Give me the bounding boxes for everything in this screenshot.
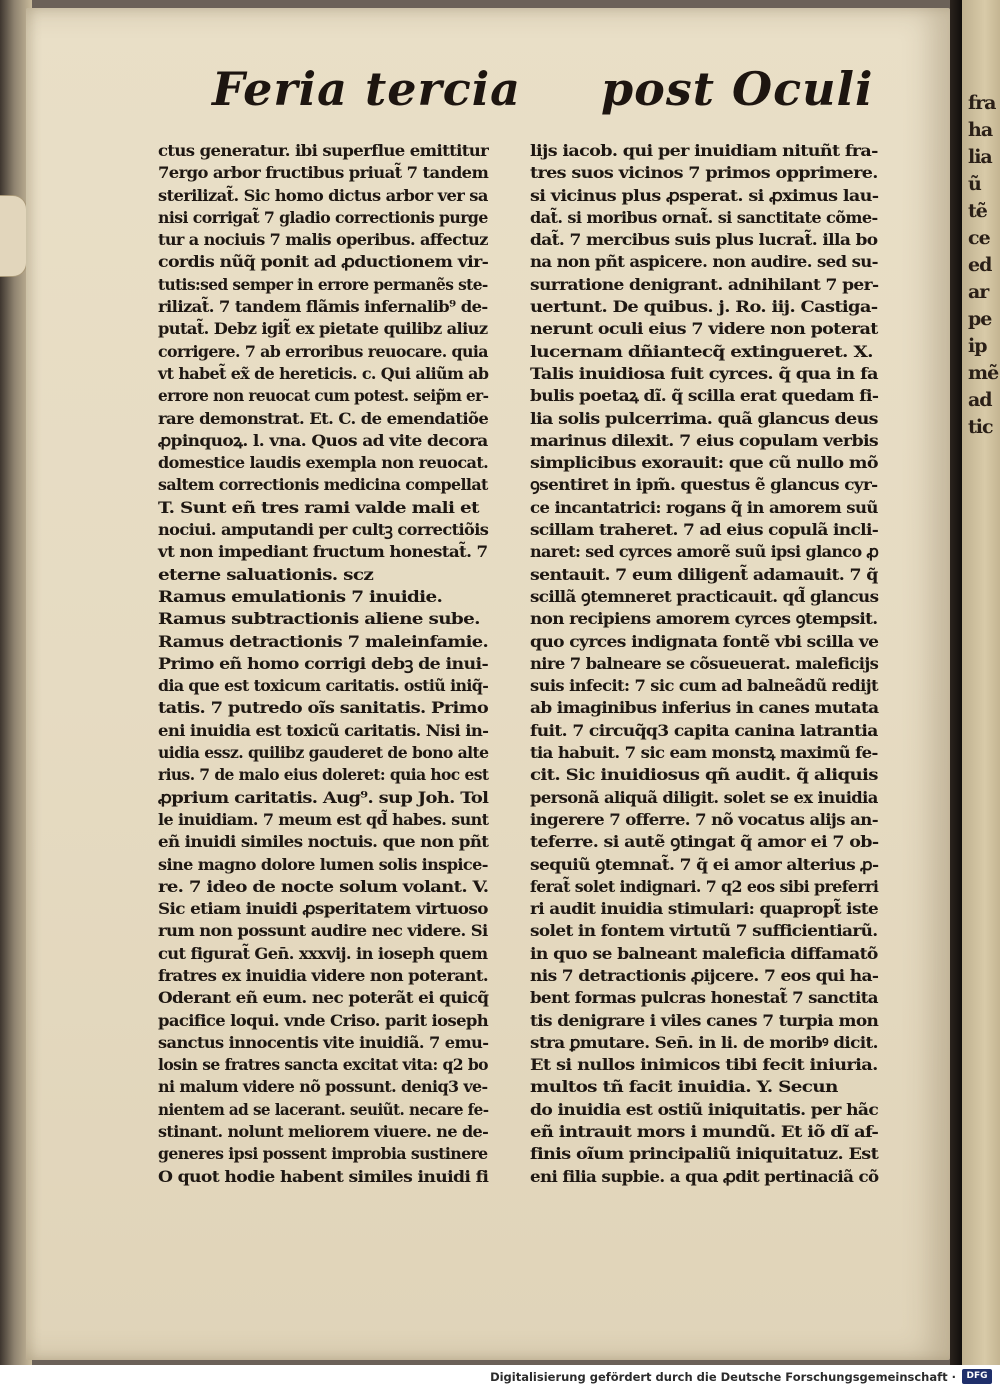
text-line: nociui. amputandi per cultꝫ correctiõis — [158, 520, 489, 540]
text-line: re. 7 ideo de nocte solum volant. V. — [158, 876, 489, 896]
text-line: ferat̃ solet indignari. 7 q2 eos sibi preferri — [530, 876, 879, 896]
text-line: na non pñt aspicere. non audire. sed su- — [530, 252, 878, 272]
facing-page-fragment: ad — [968, 389, 992, 411]
facing-page-fragment: ũ — [968, 173, 981, 195]
text-line: ꝓprium caritatis. Aug⁹. sup Joh. Tol — [158, 787, 489, 807]
text-line: putat̃. Debz igit̃ ex pietate quilibz aliuz — [158, 319, 488, 339]
text-line: tis denigrare i viles canes 7 turpia mon — [530, 1010, 879, 1030]
text-line: si vicinus plus ꝓsperat. si ꝓximus lau- — [530, 185, 879, 205]
text-line: vt habet̃ ex̃ de hereticis. c. Qui aliũm ab — [158, 363, 489, 383]
text-line: vt non impediant fructum honestat̃. 7 — [158, 542, 488, 562]
text-line: saltem correctionis medicina compellat — [158, 475, 488, 495]
text-line: cit. Sic inuidiosus qñ audit. q̃ aliquis — [530, 765, 878, 785]
text-line: surratione denigrant. adnihilant 7 per- — [530, 274, 879, 294]
facing-page-text — [968, 90, 998, 441]
text-line: marinus dilexit. 7 eius copulam verbis — [530, 430, 879, 450]
text-line: nire 7 balneare se cõsueuerat. maleficijs — [530, 653, 879, 673]
text-column-right — [530, 140, 878, 1188]
text-line: quo cyrces indignata fontẽ vbi scilla ve — [530, 631, 879, 651]
dfg-logo: DFG — [962, 1369, 992, 1384]
footer-bar — [0, 1365, 1000, 1390]
text-column-left — [158, 140, 488, 1188]
text-line: nerunt oculi eius 7 videre non poterat — [530, 319, 878, 339]
text-line: rius. 7 de malo eius doleret: quia hoc est — [158, 765, 489, 785]
page-clip — [0, 195, 27, 277]
facing-page-fragment: ha — [968, 119, 993, 141]
text-line: multos tñ facit inuidia. Y. Secun — [530, 1077, 838, 1097]
facing-page-edge — [962, 0, 1000, 1365]
text-line: Sic etiam inuidi ꝓsperitatem virtuoso — [158, 899, 488, 919]
text-line: rilizat̃. 7 tandem flãmis infernalib⁹ de- — [158, 297, 488, 317]
text-line: lucernam dñiantecq̃ extingueret. X. — [530, 341, 873, 361]
facing-page-fragment: fra — [968, 92, 996, 114]
text-line: sequiũ ꝯtemnat̃. 7 q̃ ei amor alterius ꝓ- — [530, 854, 879, 874]
text-line: simplicibus exorauit: que cũ nullo mõ — [530, 453, 878, 473]
text-line: in quo se balneant maleficia diffamatõ — [530, 943, 878, 963]
text-line: nisi corrigat̃ 7 gladio correctionis purge — [158, 207, 488, 227]
text-line: corrigere. 7 ab erroribus reuocare. quia — [158, 341, 488, 361]
text-line: finis oĩum principaliũ iniquitatuz. Est — [530, 1144, 879, 1164]
text-line: domestice laudis exempla non reuocat. — [158, 453, 489, 473]
text-line: tatis. 7 putredo oĩs sanitatis. Primo — [158, 698, 489, 718]
facing-page-fragment: tic — [968, 416, 993, 438]
text-line: le inuidiam. 7 meum est qd̃ habes. sunt — [158, 809, 489, 829]
text-line: stinant. nolunt meliorem viuere. ne de- — [158, 1122, 489, 1142]
text-line: ingerere 7 offerre. 7 nõ vocatus alijs an- — [530, 809, 878, 829]
text-line: ab imaginibus inferius in canes mutata — [530, 698, 879, 718]
text-line: fratres ex inuidia videre non poterant. — [158, 965, 489, 985]
text-line: T. Sunt eñ tres rami valde mali et — [158, 497, 479, 517]
facing-page-fragment: ar — [968, 281, 989, 303]
text-line: naret: sed cyrces amorẽ suũ ipsi glanco ꝓ — [530, 542, 879, 562]
text-line: Ramus detractionis 7 maleinfamie. — [158, 631, 489, 651]
text-line: do inuidia est ostiũ iniquitatis. per hãc — [530, 1099, 879, 1119]
text-line: sine magno dolore lumen solis inspice- — [158, 854, 488, 874]
text-line: tur a nociuis 7 malis operibus. affectuz — [158, 230, 488, 250]
text-line: nis 7 detractionis ꝓijcere. 7 eos qui ha- — [530, 965, 879, 985]
text-line: eñ intrauit mors i mundũ. Et iõ dĩ af- — [530, 1122, 879, 1142]
text-line: sanctus innocentis vite inuidiã. 7 emu- — [158, 1032, 489, 1052]
text-line: losin se fratres sancta excitat vita: q2 bo — [158, 1055, 488, 1075]
text-line: rare demonstrat. Et. C. de emendatiõe — [158, 408, 489, 428]
text-line: tia habuit. 7 sic eam monstꝝ maximũ fe- — [530, 743, 878, 763]
facing-page-fragment: ce — [968, 227, 990, 249]
text-line: ri audit inuidia stimulari: quapropt̃ iste — [530, 899, 879, 919]
text-line: 7ergo arbor fructibus priuat̃ 7 tandem — [158, 163, 489, 183]
text-line: uidia essz. quilibz gauderet de bono alte — [158, 743, 489, 763]
text-line: Oderant eñ eum. nec poterãt ei quicq̃ — [158, 988, 489, 1008]
text-line: ni malum videre nõ possunt. deniq3 ve- — [158, 1077, 488, 1097]
text-line: uertunt. De quibus. j. Ro. iij. Castiga- — [530, 297, 878, 317]
text-line: teferre. si autẽ ꝯtingat q̃ amor ei 7 ob- — [530, 832, 879, 852]
text-line: fuit. 7 circuq̃q3 capita canina latrantia — [530, 720, 878, 740]
text-line: cordis nũq̃ ponit ad ꝓductionem vir- — [158, 252, 489, 272]
text-line: Ramus subtractionis aliene sube. — [158, 609, 480, 629]
text-line: ctus generatur. ibi superflue emittitur — [158, 141, 489, 160]
text-line: generes ipsi possent improbia sustinere — [158, 1144, 488, 1164]
text-line: dat̃. 7 mercibus suis plus lucrat̃. illa bo — [530, 230, 878, 250]
text-line: Et si nullos inimicos tibi fecit iniuria. — [530, 1055, 878, 1075]
text-line: non recipiens amorem cyrces ꝯtempsit. — [530, 609, 878, 629]
text-line: scillã ꝯtemneret practicauit. qd̃ glancus — [530, 586, 879, 606]
text-line: ꝓpinquoꝝ. l. vna. Quos ad vite decora — [158, 430, 488, 450]
text-line: eñ inuidi similes noctuis. que non pñt — [158, 832, 489, 852]
text-line: tres suos vicinos 7 primos opprimere. — [530, 163, 878, 183]
text-line: Primo eñ homo corrigi debꝫ de inui- — [158, 653, 489, 673]
text-line: lia solis pulcerrima. quã glancus deus — [530, 408, 878, 428]
facing-page-fragment: pe — [968, 308, 992, 330]
text-line: Talis inuidiosa fuit cyrces. q̃ qua in fa — [530, 363, 878, 383]
text-line: cut figurat̃ Gen̄. xxxvij. in ioseph quem — [158, 943, 488, 963]
text-line: sentauit. 7 eum diligent̃ adamauit. 7 q̃ — [530, 564, 878, 584]
text-line: ce incantatrici: rogans q̃ in amorem suũ — [530, 497, 878, 517]
text-line: errore non reuocat cum potest. seip̃m er- — [158, 386, 489, 406]
text-line: stra ꝑmutare. Sen̄. in li. de moribꝰ dicit. — [530, 1032, 878, 1052]
facing-page-fragment: tẽ — [968, 200, 987, 222]
text-line: dat̃. si moribus ornat̃. si sanctitate cõme- — [530, 207, 878, 227]
text-line: nientem ad se lacerant. seuiũt. necare fe- — [158, 1099, 489, 1119]
funding-credit: Digitalisierung gefördert durch die Deutsche Forschungsgemeinschaft · — [490, 1370, 956, 1384]
text-line: eterne saluationis. scz — [158, 564, 374, 584]
running-head-right: post Oculi — [601, 62, 874, 116]
text-line: solet in fontem virtutũ 7 sufficientiarũ. — [530, 921, 878, 941]
text-line: bulis poetaꝝ dĩ. q̃ scilla erat quedam fi- — [530, 386, 879, 406]
facing-page-fragment: mẽ — [968, 362, 999, 384]
running-head-left: Feria tercia — [212, 62, 521, 116]
text-line: O quot hodie habent similes inuidi fi — [158, 1166, 489, 1186]
facing-page-fragment: lia — [968, 146, 992, 168]
text-line: Ramus emulationis 7 inuidie. — [158, 586, 443, 606]
text-line: personã aliquã diligit. solet se ex inuidia — [530, 787, 878, 807]
text-line: pacifice loqui. vnde Criso. parit ioseph — [158, 1010, 489, 1030]
text-line: eni filia supbie. a qua ꝓdit pertinaciã cõ — [530, 1166, 879, 1186]
facing-page-fragment: ip — [968, 335, 987, 357]
facing-page-fragment: ed — [968, 254, 992, 276]
text-line: ꝯsentiret in ipm̃. questus ẽ glancus cyr- — [530, 475, 878, 495]
text-line: suis infecit: 7 sic cum ad balneãdũ redijt — [530, 676, 878, 696]
text-line: lijs iacob. qui per inuidiam nituñt fra- — [530, 141, 878, 160]
text-line: dia que est toxicum caritatis. ostiũ iniq̃- — [158, 676, 489, 696]
text-line: eni inuidia est toxicũ caritatis. Nisi in- — [158, 720, 489, 740]
text-line: sterilizat̃. Sic homo dictus arbor ver sa — [158, 185, 488, 205]
text-line: tutis:sed semper in errore permanẽs ste- — [158, 274, 488, 294]
text-line: bent formas pulcras honestat̃ 7 sanctita — [530, 988, 878, 1008]
text-line: rum non possunt audire nec videre. Si — [158, 921, 488, 941]
text-line: scillam traheret. 7 ad eius copulã incli- — [530, 520, 879, 540]
